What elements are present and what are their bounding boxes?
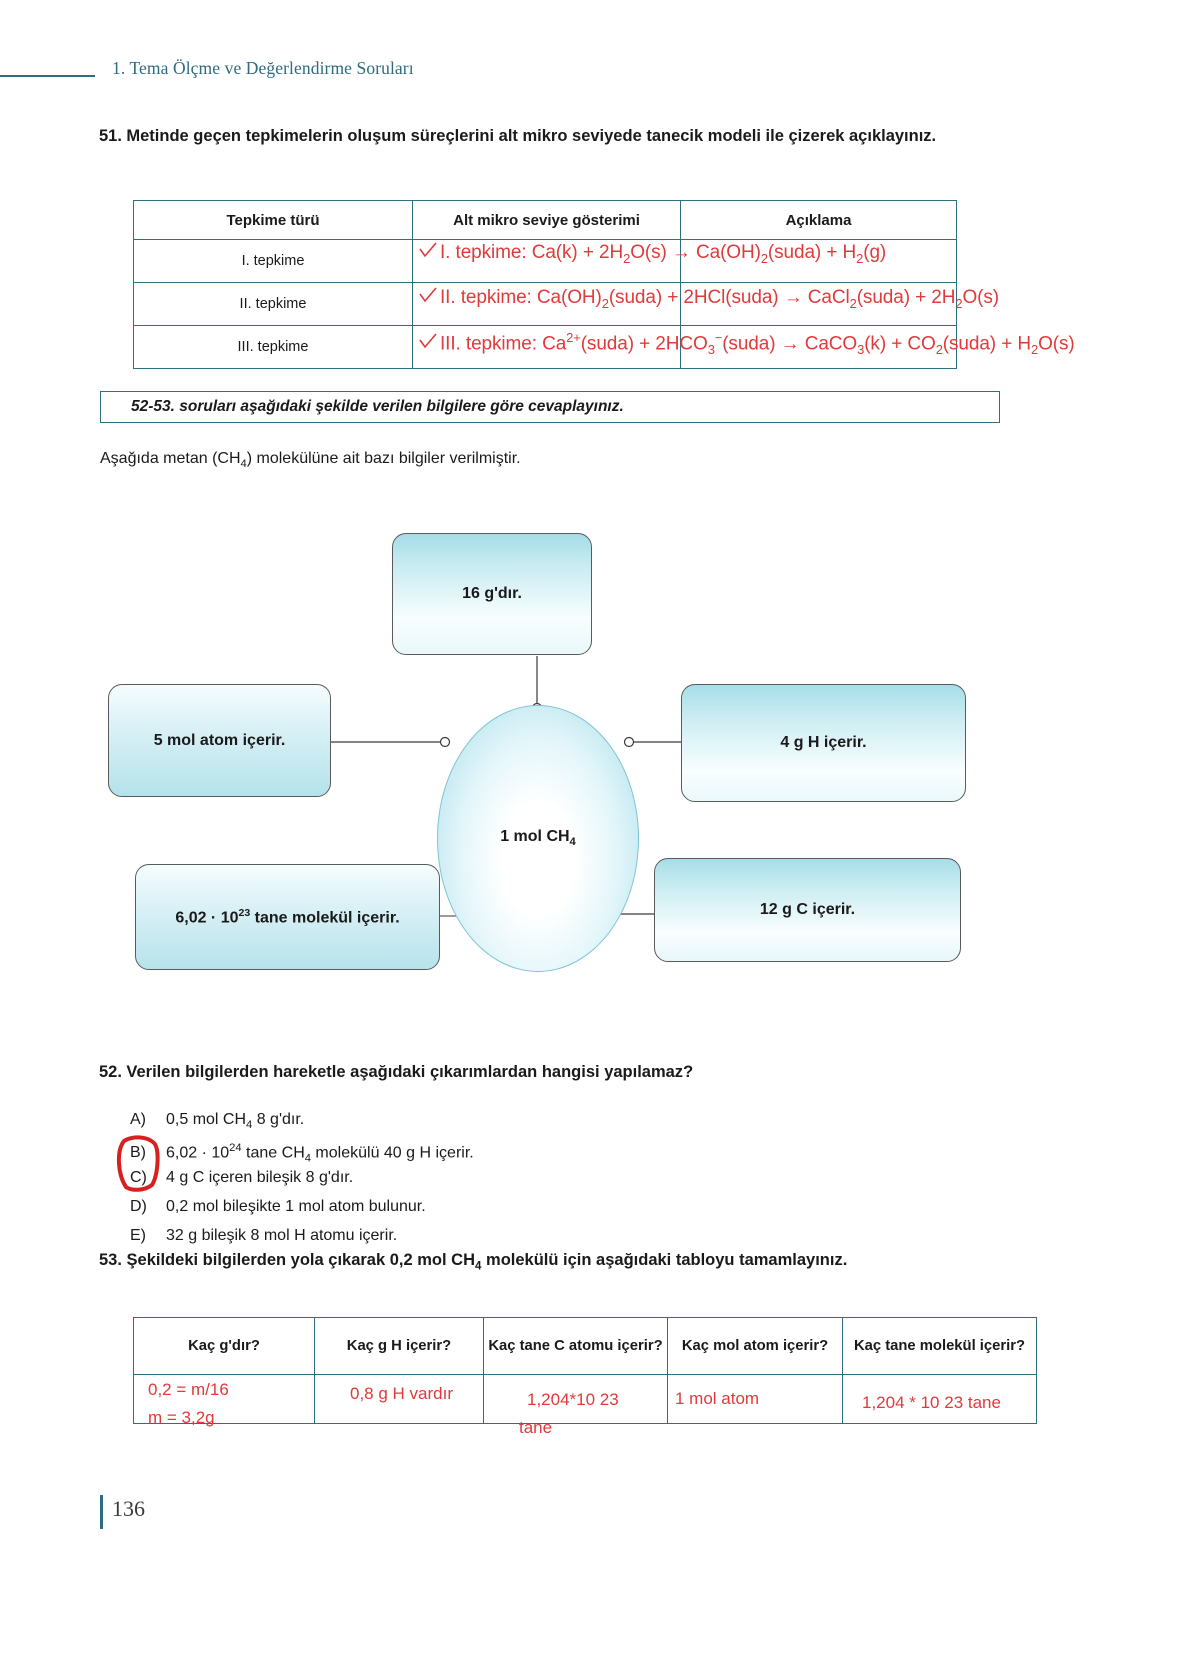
diagram-node-hydrogen-mass-label: 4 g H içerir. (780, 734, 867, 751)
option-b-text-post: molekülü 40 g H içerir. (310, 1144, 474, 1162)
methane-info-diagram (100, 520, 1090, 1010)
reaction-table (133, 200, 957, 369)
table-row (134, 283, 957, 326)
intro-subscript: 4 (240, 458, 247, 471)
handwritten-equation-3: III. tepkime: $Ca^{2+}(suda)$ + $2HCO_3^-(suda)$ → CaCO$_3$(k) + $CO_2(suda) + H_2O(s)$ (418, 330, 1075, 357)
cell-reaction-1: I. tepkime (134, 240, 413, 283)
option-c-label: C) (130, 1169, 147, 1186)
handwritten-equation-2: II. tepkime: $Ca(OH)_2(suda)$ + 2HCl(suda) → CaCl$_2$(suda) + $2H_2O(s)$ (418, 286, 999, 311)
question-53-text-pre: Şekildeki bilgilerden yola çıkarak 0,2 mol CH (126, 1251, 476, 1269)
col-header-carbon-atoms: Kaç tane C atomu içerir? (484, 1318, 668, 1375)
diagram-center-node (437, 705, 639, 972)
option-d-label: D) (130, 1198, 147, 1215)
question-53 (99, 1251, 1049, 1272)
answer-cell-hydrogen-grams[interactable] (315, 1375, 484, 1424)
question-51-text: Metinde geçen tepkimelerin oluşum süreçlerini alt mikro seviyede tanecik modeli ile çizerek açıklayınız. (126, 127, 937, 145)
option-a-text-pre: 0,5 mol CH (166, 1111, 247, 1128)
intro-suffix: ) molekülüne ait bazı bilgiler verilmiştir. (246, 450, 521, 467)
option-b-exponent: 24 (229, 1142, 242, 1154)
molecule-count-suffix: tane molekül içerir. (250, 909, 400, 927)
question-52-text-after: ? (683, 1063, 694, 1081)
cell-submicro-3 (413, 326, 681, 369)
diagram-node-carbon-mass (654, 858, 961, 962)
cell-reaction-3: III. tepkime (134, 326, 413, 369)
cell-submicro-1 (413, 240, 681, 283)
center-prefix: 1 mol CH (500, 828, 570, 846)
question-52-number: 52. (99, 1063, 122, 1081)
col-header-explanation: Açıklama (681, 201, 957, 240)
header-title: 1. Tema Ölçme ve Değerlendirme Soruları (112, 58, 414, 78)
header-rule (0, 75, 95, 77)
option-b-text-mid: tane CH (241, 1144, 305, 1162)
cell-explanation-3 (681, 326, 957, 369)
question-52-options (130, 1105, 1030, 1250)
table-row (134, 1375, 1037, 1424)
table-header-row (134, 201, 957, 240)
option-b-text-pre: 6,02 · 10 (166, 1144, 230, 1162)
handwritten-answer-carbon-atoms-line2: tane (519, 1418, 553, 1437)
option-a-text-post: 8 g'dır. (252, 1111, 305, 1128)
center-subscript: 4 (569, 836, 576, 849)
option-c[interactable] (130, 1163, 1030, 1192)
question-51-number: 51. (99, 127, 122, 145)
option-b-label: B) (130, 1144, 146, 1162)
col-header-mol-atoms: Kaç mol atom içerir? (668, 1318, 843, 1375)
option-a[interactable] (130, 1105, 1030, 1134)
handwritten-answer-molecules: 1,204 * 10 23 tane (862, 1393, 1001, 1412)
table-header-row (134, 1318, 1037, 1375)
handwritten-answer-mol-atoms: 1 mol atom (675, 1389, 760, 1408)
diagram-node-molecule-count-label (175, 907, 399, 927)
option-d[interactable] (130, 1192, 1030, 1221)
question-53-subscript: 4 (475, 1260, 482, 1273)
question-52-text-before: Verilen bilgilerden hareketle aşağıdaki çıkarımlardan hangisi (126, 1063, 605, 1081)
question-51 (99, 125, 1004, 149)
cell-explanation-1 (681, 240, 957, 283)
option-a-subscript: 4 (246, 1119, 253, 1132)
col-header-hydrogen-grams: Kaç g H içerir? (315, 1318, 484, 1375)
diagram-node-hydrogen-mass (681, 684, 966, 802)
option-a-label: A) (130, 1111, 146, 1128)
option-c-text: 4 g C içeren bileşik 8 g'dır. (166, 1169, 354, 1186)
handwritten-answer-hydrogen-grams: 0,8 g H vardır (350, 1384, 453, 1403)
option-e-text: 32 g bileşik 8 mol H atomu içerir. (166, 1227, 398, 1244)
col-header-submicro: Alt mikro seviye gösterimi (413, 201, 681, 240)
handwritten-answer-mass-line1: 0,2 = m/16 (148, 1380, 229, 1399)
table-row (134, 326, 957, 369)
option-b-subscript: 4 (304, 1152, 311, 1165)
completion-table (133, 1317, 1037, 1424)
option-e[interactable] (130, 1221, 1030, 1250)
question-52 (99, 1063, 1049, 1082)
footer-rule (100, 1495, 103, 1529)
molecule-count-exponent: 23 (238, 906, 251, 919)
option-b[interactable] (130, 1134, 1030, 1163)
option-e-label: E) (130, 1227, 146, 1244)
question-52-emphasis: yapılamaz (604, 1063, 684, 1081)
col-header-mass: Kaç g'dır? (134, 1318, 315, 1375)
diagram-node-mass (392, 533, 592, 655)
answer-cell-mass[interactable] (134, 1375, 315, 1424)
question-53-number: 53. (99, 1251, 122, 1269)
instruction-box (100, 391, 1000, 423)
diagram-node-carbon-mass-label: 12 g C içerir. (759, 901, 856, 918)
table-row (134, 240, 957, 283)
handwritten-answer-carbon-atoms-line1: 1,204*10 23 (527, 1390, 619, 1409)
intro-line (100, 450, 521, 470)
answer-cell-carbon-atoms[interactable] (484, 1375, 668, 1424)
question-53-text-post: molekülü için aşağıdaki tabloyu tamamlayınız. (481, 1251, 848, 1269)
cell-reaction-2: II. tepkime (134, 283, 413, 326)
col-header-molecules: Kaç tane molekül içerir? (843, 1318, 1037, 1375)
cell-explanation-2 (681, 283, 957, 326)
molecule-count-prefix: 6,02 · 10 (175, 909, 239, 927)
handwritten-answer-mass-line2: m = 3,2g (148, 1408, 215, 1427)
option-d-text: 0,2 mol bileşikte 1 mol atom bulunur. (166, 1198, 426, 1215)
page-header (0, 58, 1187, 88)
diagram-node-mol-atom-label: 5 mol atom içerir. (153, 731, 286, 749)
diagram-node-molecule-count (135, 864, 440, 970)
cell-submicro-2 (413, 283, 681, 326)
intro-prefix: Aşağıda metan (CH (100, 450, 241, 467)
diagram-center-label (500, 828, 576, 848)
col-header-reaction-type: Tepkime türü (134, 201, 413, 240)
instruction-text: 52-53. soruları aşağıdaki şekilde verilen bilgilere göre cevaplayınız. (131, 398, 624, 415)
diagram-node-mass-label: 16 g'dır. (462, 585, 522, 602)
answer-cell-molecules[interactable] (843, 1375, 1037, 1424)
answer-cell-mol-atoms[interactable] (668, 1375, 843, 1424)
handwritten-equation-1: I. tepkime: $Ca(k) + 2H_2O(s)$ → $Ca(OH)_2(suda) + H_2(g)$ (418, 241, 886, 266)
page-number: 136 (112, 1496, 145, 1521)
diagram-node-mol-atom (108, 684, 331, 797)
